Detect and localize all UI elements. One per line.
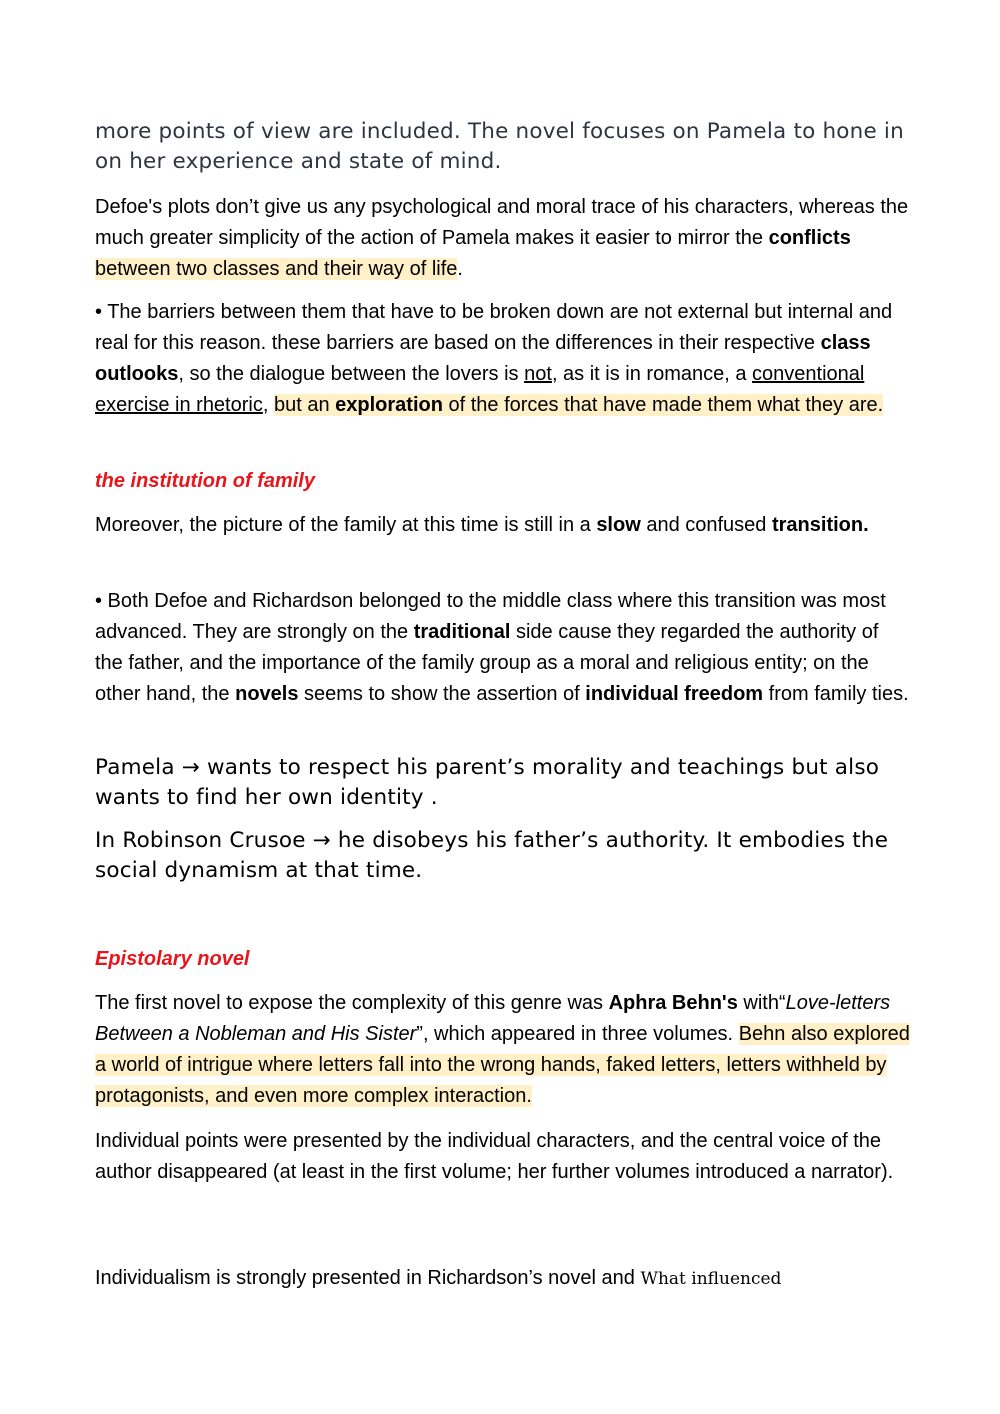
text-run: Individualism is strongly presented in Richardson’s novel and (95, 1267, 641, 1289)
paragraph-individualism (95, 1263, 910, 1295)
paragraph-defoe-plots (95, 192, 910, 285)
text-run: • Both Defoe and Richardson belonged to the middle class where this transition was most advanced. They are strongly on the (95, 590, 886, 643)
paragraph-robinson-crusoe: In Robinson Crusoe → he disobeys his father’s authority. It embodies the social dynamism at that time. (95, 828, 889, 883)
text-run: of the forces that have made them what they are. (442, 394, 884, 416)
text-run: • The barriers between them that have to be broken down are not external but internal and real for this reason. these barriers are based on the differences in their respective (95, 301, 893, 354)
bold-term: conflicts (768, 227, 851, 249)
text-run: Defoe's plots don’t give us any psychological and moral trace of his characters, whereas the much greater simplicity of the action of Pamela makes it easier to mirror the (95, 196, 909, 249)
text-run: from family ties. (763, 683, 909, 705)
paragraph-pamela-identity: Pamela → wants to respect his parent’s morality and teachings but also wants to find her own identity . (95, 755, 880, 810)
bold-term: slow (596, 514, 641, 536)
highlighted-text (274, 394, 883, 416)
text-run: The first novel to expose the complexity of this genre was (95, 992, 609, 1014)
paragraph-aphra-behn (95, 988, 910, 1112)
text-run: Moreover, the picture of the family at this time is still in a (95, 514, 597, 536)
text-run: and confused (640, 514, 772, 536)
text-run: with“ (737, 992, 786, 1014)
bold-term: individual freedom (585, 683, 764, 705)
text-run: , (262, 394, 274, 416)
paragraph-defoe-richardson (95, 586, 910, 710)
highlighted-text: Behn also explored a world of intrigue where letters fall into the wrong hands, faked letters, letters withheld by protagonists, and even more complex interaction. (95, 1023, 910, 1107)
bold-term: novels (235, 683, 299, 705)
text-run: , so the dialogue between the lovers is (178, 363, 525, 385)
text-run: , as it is in romance, a (551, 363, 753, 385)
text-run: but an (273, 394, 336, 416)
text-run: ”, which appeared in three volumes. (416, 1023, 739, 1045)
underlined-text: conventional exercise in rhetoric (95, 363, 865, 416)
section-heading-epistolary: Epistolary novel (95, 948, 250, 970)
bold-term: Aphra Behn's (608, 992, 738, 1014)
underlined-text: not (524, 363, 552, 385)
paragraph-barriers (95, 297, 910, 421)
text-run: side cause they regarded the authority of the father, and the importance of the family group as a moral and religious entity; on the other hand, the (95, 621, 879, 705)
bold-term: class outlooks (95, 332, 871, 385)
italic-title: Love-letters Between a Nobleman and His Sister (95, 992, 891, 1045)
text-run: more points of view are included. The novel focuses on Pamela to hone in on her experience and state of mind. (95, 119, 904, 174)
bold-term: traditional (413, 621, 511, 643)
text-run: . (457, 258, 463, 280)
text-run: seems to show the assertion of (298, 683, 586, 705)
bold-term: exploration (335, 394, 443, 416)
paragraph-points-of-view (95, 117, 910, 177)
paragraph-family-transition (95, 510, 910, 541)
highlighted-text: between two classes and their way of life (95, 258, 458, 280)
text-run: What influenced (640, 1269, 782, 1289)
section-heading-family: the institution of family (95, 470, 315, 492)
bold-term: transition. (771, 514, 869, 536)
paragraph-individual-points: Individual points were presented by the individual characters, and the central voice of the author disappeared (at least in the first volume; her further volumes introduced a narrator). (95, 1130, 894, 1183)
